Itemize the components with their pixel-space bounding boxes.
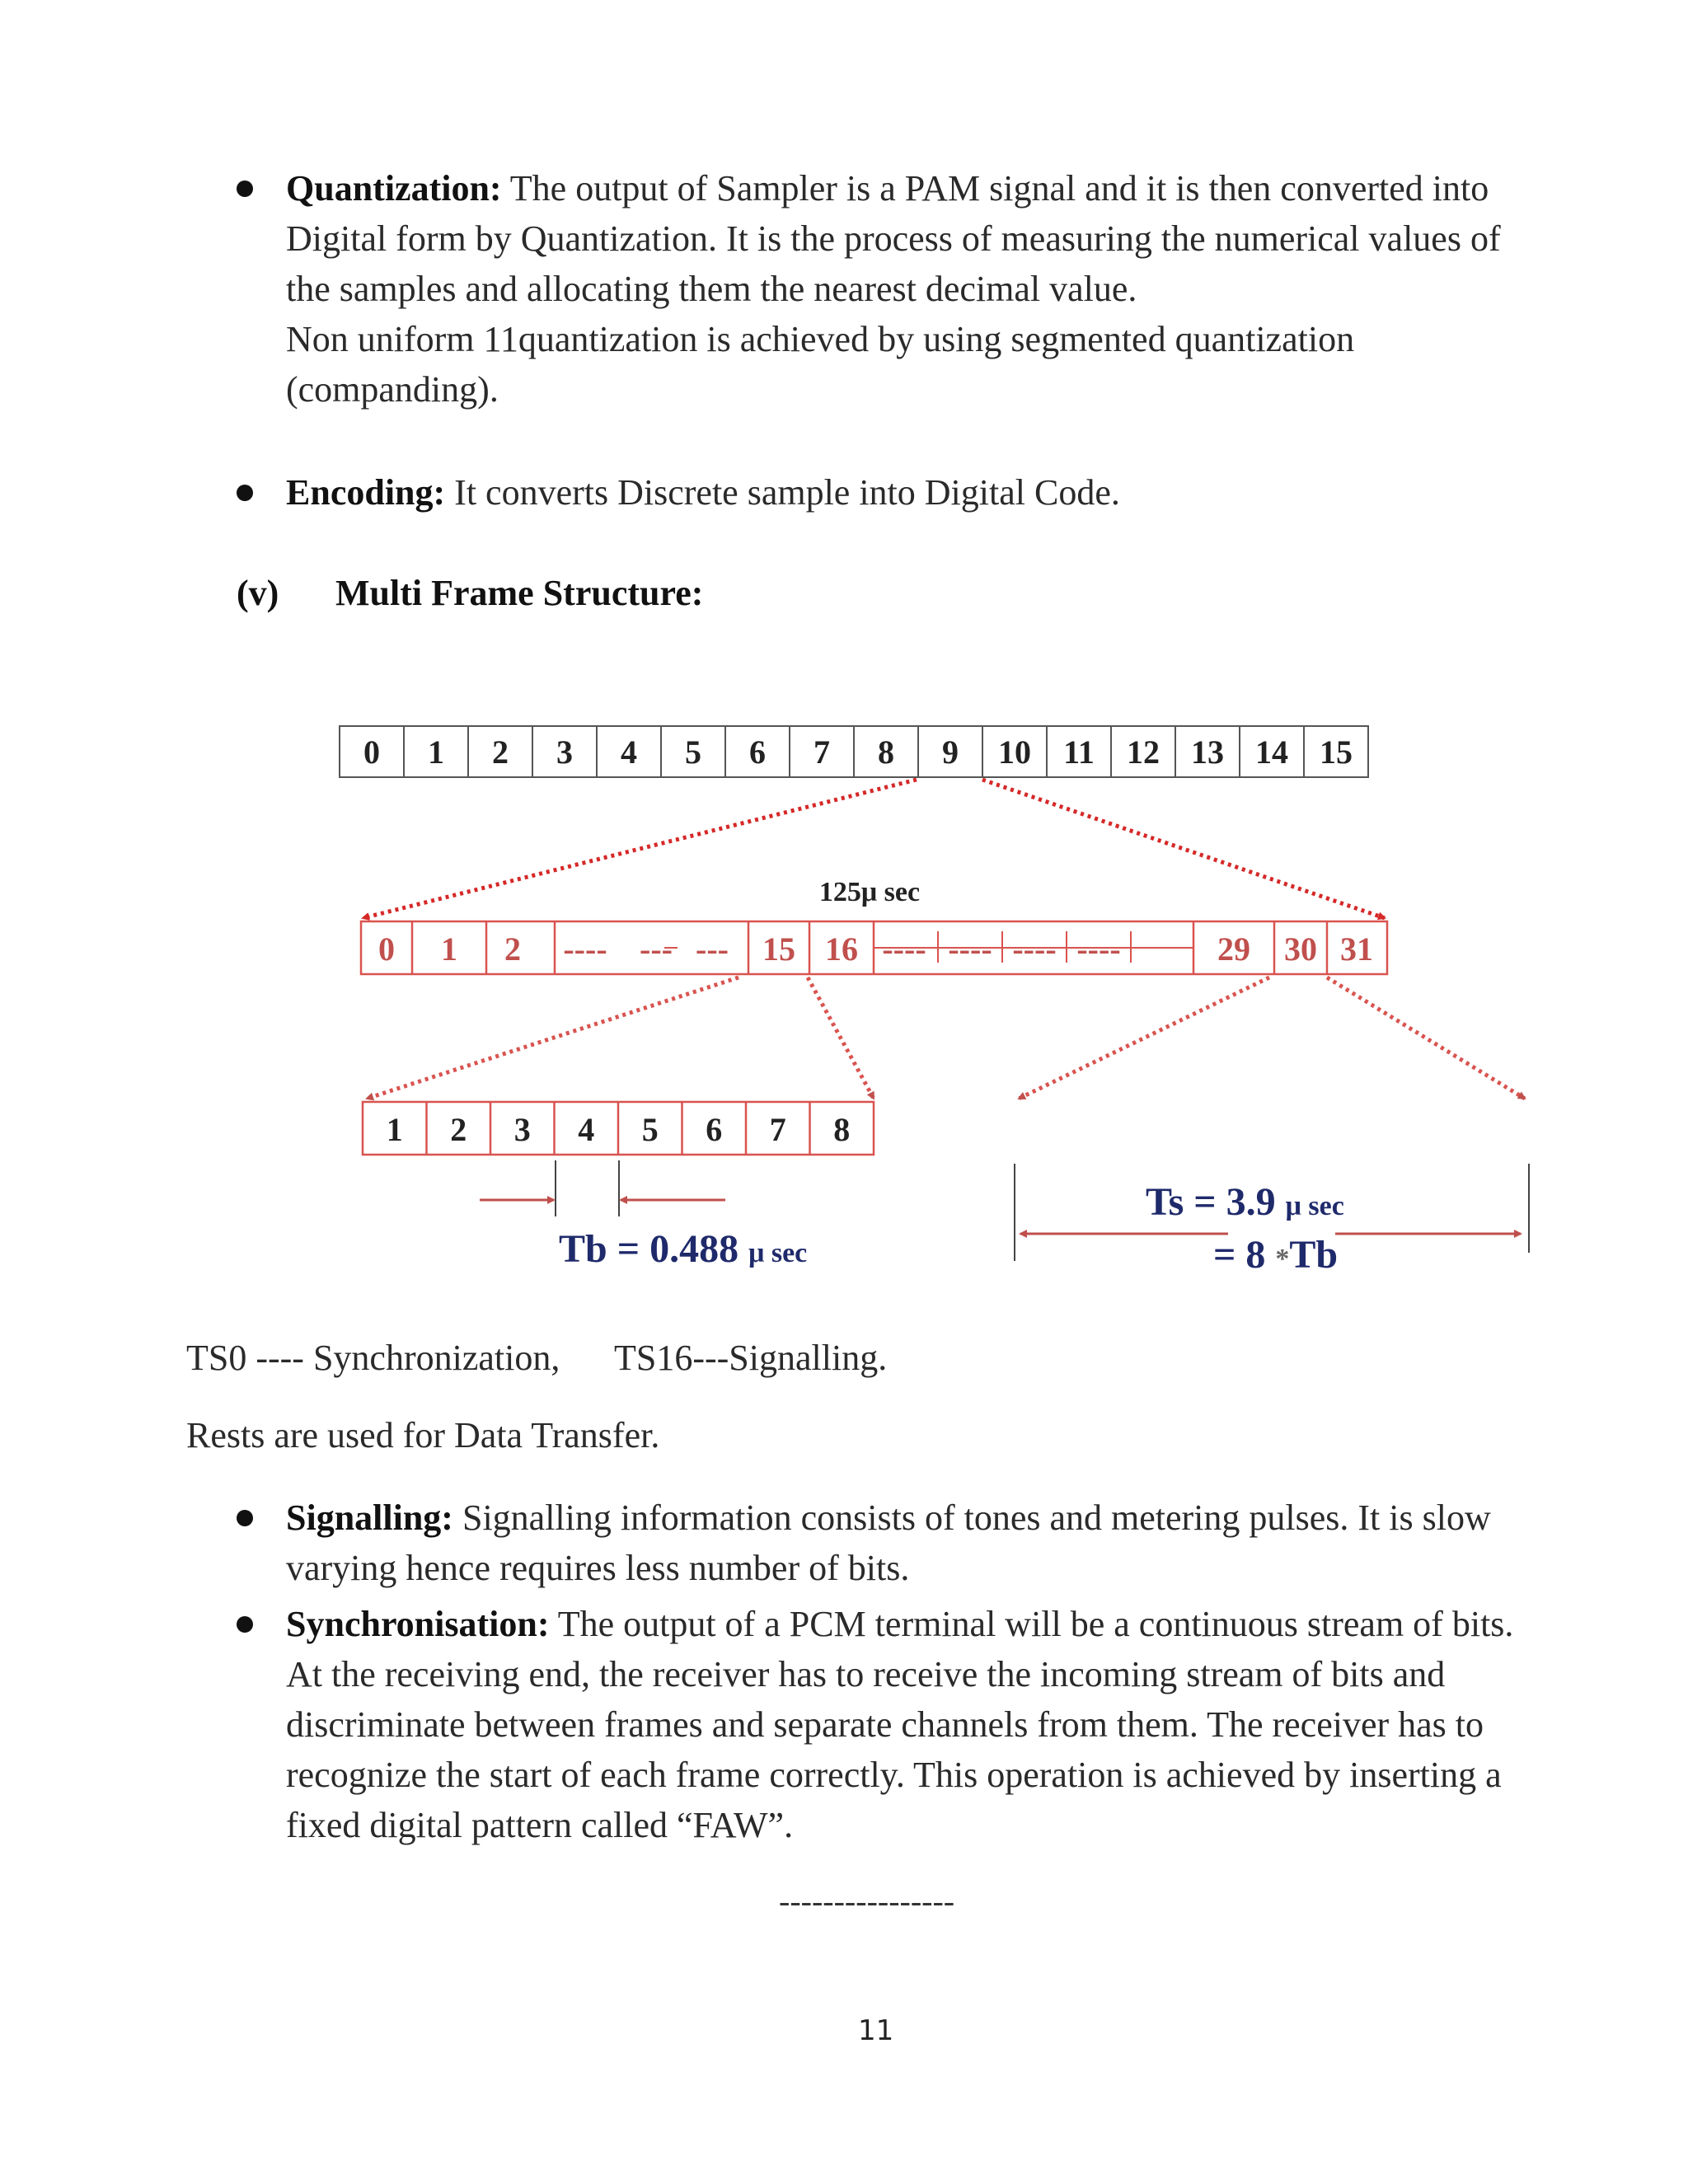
- frame-cell: ----: [882, 930, 926, 968]
- timeslot-cell: 7: [769, 1111, 786, 1148]
- timeslot-row: [363, 1102, 874, 1155]
- frame-cell: ---: [640, 930, 673, 968]
- frame-cell: ----: [1076, 930, 1121, 968]
- multi-frame-diagram: [0, 709, 1688, 1286]
- frame-cell: 31: [1340, 930, 1373, 968]
- multiframe-cell: 3: [556, 733, 573, 771]
- timeslot-cell: 1: [386, 1111, 403, 1148]
- frame-cell: 30: [1284, 930, 1317, 968]
- frame-cell: ----: [948, 930, 992, 968]
- frame-cell: 1: [441, 930, 457, 968]
- ts0-note: TS0 ---- Synchronization,: [186, 1338, 560, 1378]
- frame-cell: 29: [1217, 930, 1250, 968]
- frame-cell: 15: [762, 930, 795, 968]
- multiframe-cell: 8: [878, 733, 894, 771]
- multiframe-cell: 0: [363, 733, 380, 771]
- frame-cell: ----: [1012, 930, 1057, 968]
- multiframe-cell: 5: [685, 733, 701, 771]
- multiframe-row: [340, 726, 1368, 777]
- multiframe-cell: 15: [1320, 733, 1353, 771]
- page-number: 11: [858, 2014, 894, 2047]
- frame-cell: 2: [504, 930, 521, 968]
- bullet-term: Quantization:: [286, 168, 502, 209]
- rests-note: Rests are used for Data Transfer.: [186, 1415, 660, 1455]
- frame-duration-label: 125μ sec: [818, 877, 921, 907]
- frame-cell: ---: [696, 930, 729, 968]
- timeslot-cell: 8: [833, 1111, 851, 1148]
- multiframe-cell: 13: [1191, 733, 1224, 771]
- frame-row: [361, 921, 1387, 974]
- ts16-note: TS16---Signalling.: [614, 1338, 888, 1378]
- timeslot-cell: 6: [706, 1111, 723, 1148]
- section-number: (v): [237, 573, 279, 613]
- multiframe-cell: 14: [1255, 733, 1288, 771]
- multiframe-cell: 9: [942, 733, 959, 771]
- timeslot-cell: 4: [578, 1111, 595, 1148]
- separator: ----------------: [779, 1882, 955, 1919]
- ts-label-line2: = 8 *Tb: [1213, 1233, 1339, 1277]
- bullet-dot: [237, 180, 253, 197]
- bullet-term: Synchronisation:: [286, 1604, 550, 1644]
- bullet-dot: [237, 1616, 253, 1633]
- multiframe-cell: 7: [814, 733, 830, 771]
- multiframe-cell: 4: [621, 733, 637, 771]
- timeslot-cell: 3: [513, 1111, 531, 1148]
- frame-cell: 16: [825, 930, 858, 968]
- multiframe-cell: 12: [1127, 733, 1160, 771]
- section-title: Multi Frame Structure:: [335, 573, 704, 613]
- frame-cell: 0: [378, 930, 395, 968]
- timeslot-cell: 2: [450, 1111, 467, 1148]
- multiframe-cell: 6: [749, 733, 766, 771]
- bullet-dot: [237, 1510, 253, 1526]
- quantization-paragraph: Quantization: The output of Sampler is a PAM signal and it is then converted into Digital form by Quantization. It is the process of measuring the numerical values of the samples and allocating them the nearest decimal value. Non uniform 11quantization is achieved by using segmented quantization (companding).: [286, 168, 1501, 410]
- encoding-paragraph: Encoding: It converts Discrete sample into Digital Code.: [286, 472, 1120, 513]
- tb-label: Tb = 0.488 μ sec: [559, 1227, 808, 1271]
- multiframe-cell: 2: [492, 733, 509, 771]
- bullet-term: Encoding:: [286, 472, 446, 513]
- synchronisation-paragraph: Synchronisation: The output of a PCM terminal will be a continuous stream of bits. At the receiving end, the receiver has to receive the incoming stream of bits and discriminate between frames and separate channels from them. The receiver has to recognize the start of each frame correctly. This operation is achieved by inserting a fixed digital pattern called “FAW”.: [286, 1604, 1514, 1845]
- multiframe-cell: 11: [1063, 733, 1095, 771]
- bullet-term: Signalling:: [286, 1497, 453, 1538]
- frame-cell: ----: [563, 930, 607, 968]
- bullet-dot: [237, 485, 253, 501]
- multiframe-cell: 1: [428, 733, 444, 771]
- multiframe-cell: 10: [998, 733, 1031, 771]
- ts-label: Ts = 3.9 μ sec: [1146, 1180, 1344, 1224]
- timeslot-cell: 5: [641, 1111, 659, 1148]
- signalling-paragraph: Signalling: Signalling information consists of tones and metering pulses. It is slow varying hence requires less number of bits.: [286, 1497, 1491, 1588]
